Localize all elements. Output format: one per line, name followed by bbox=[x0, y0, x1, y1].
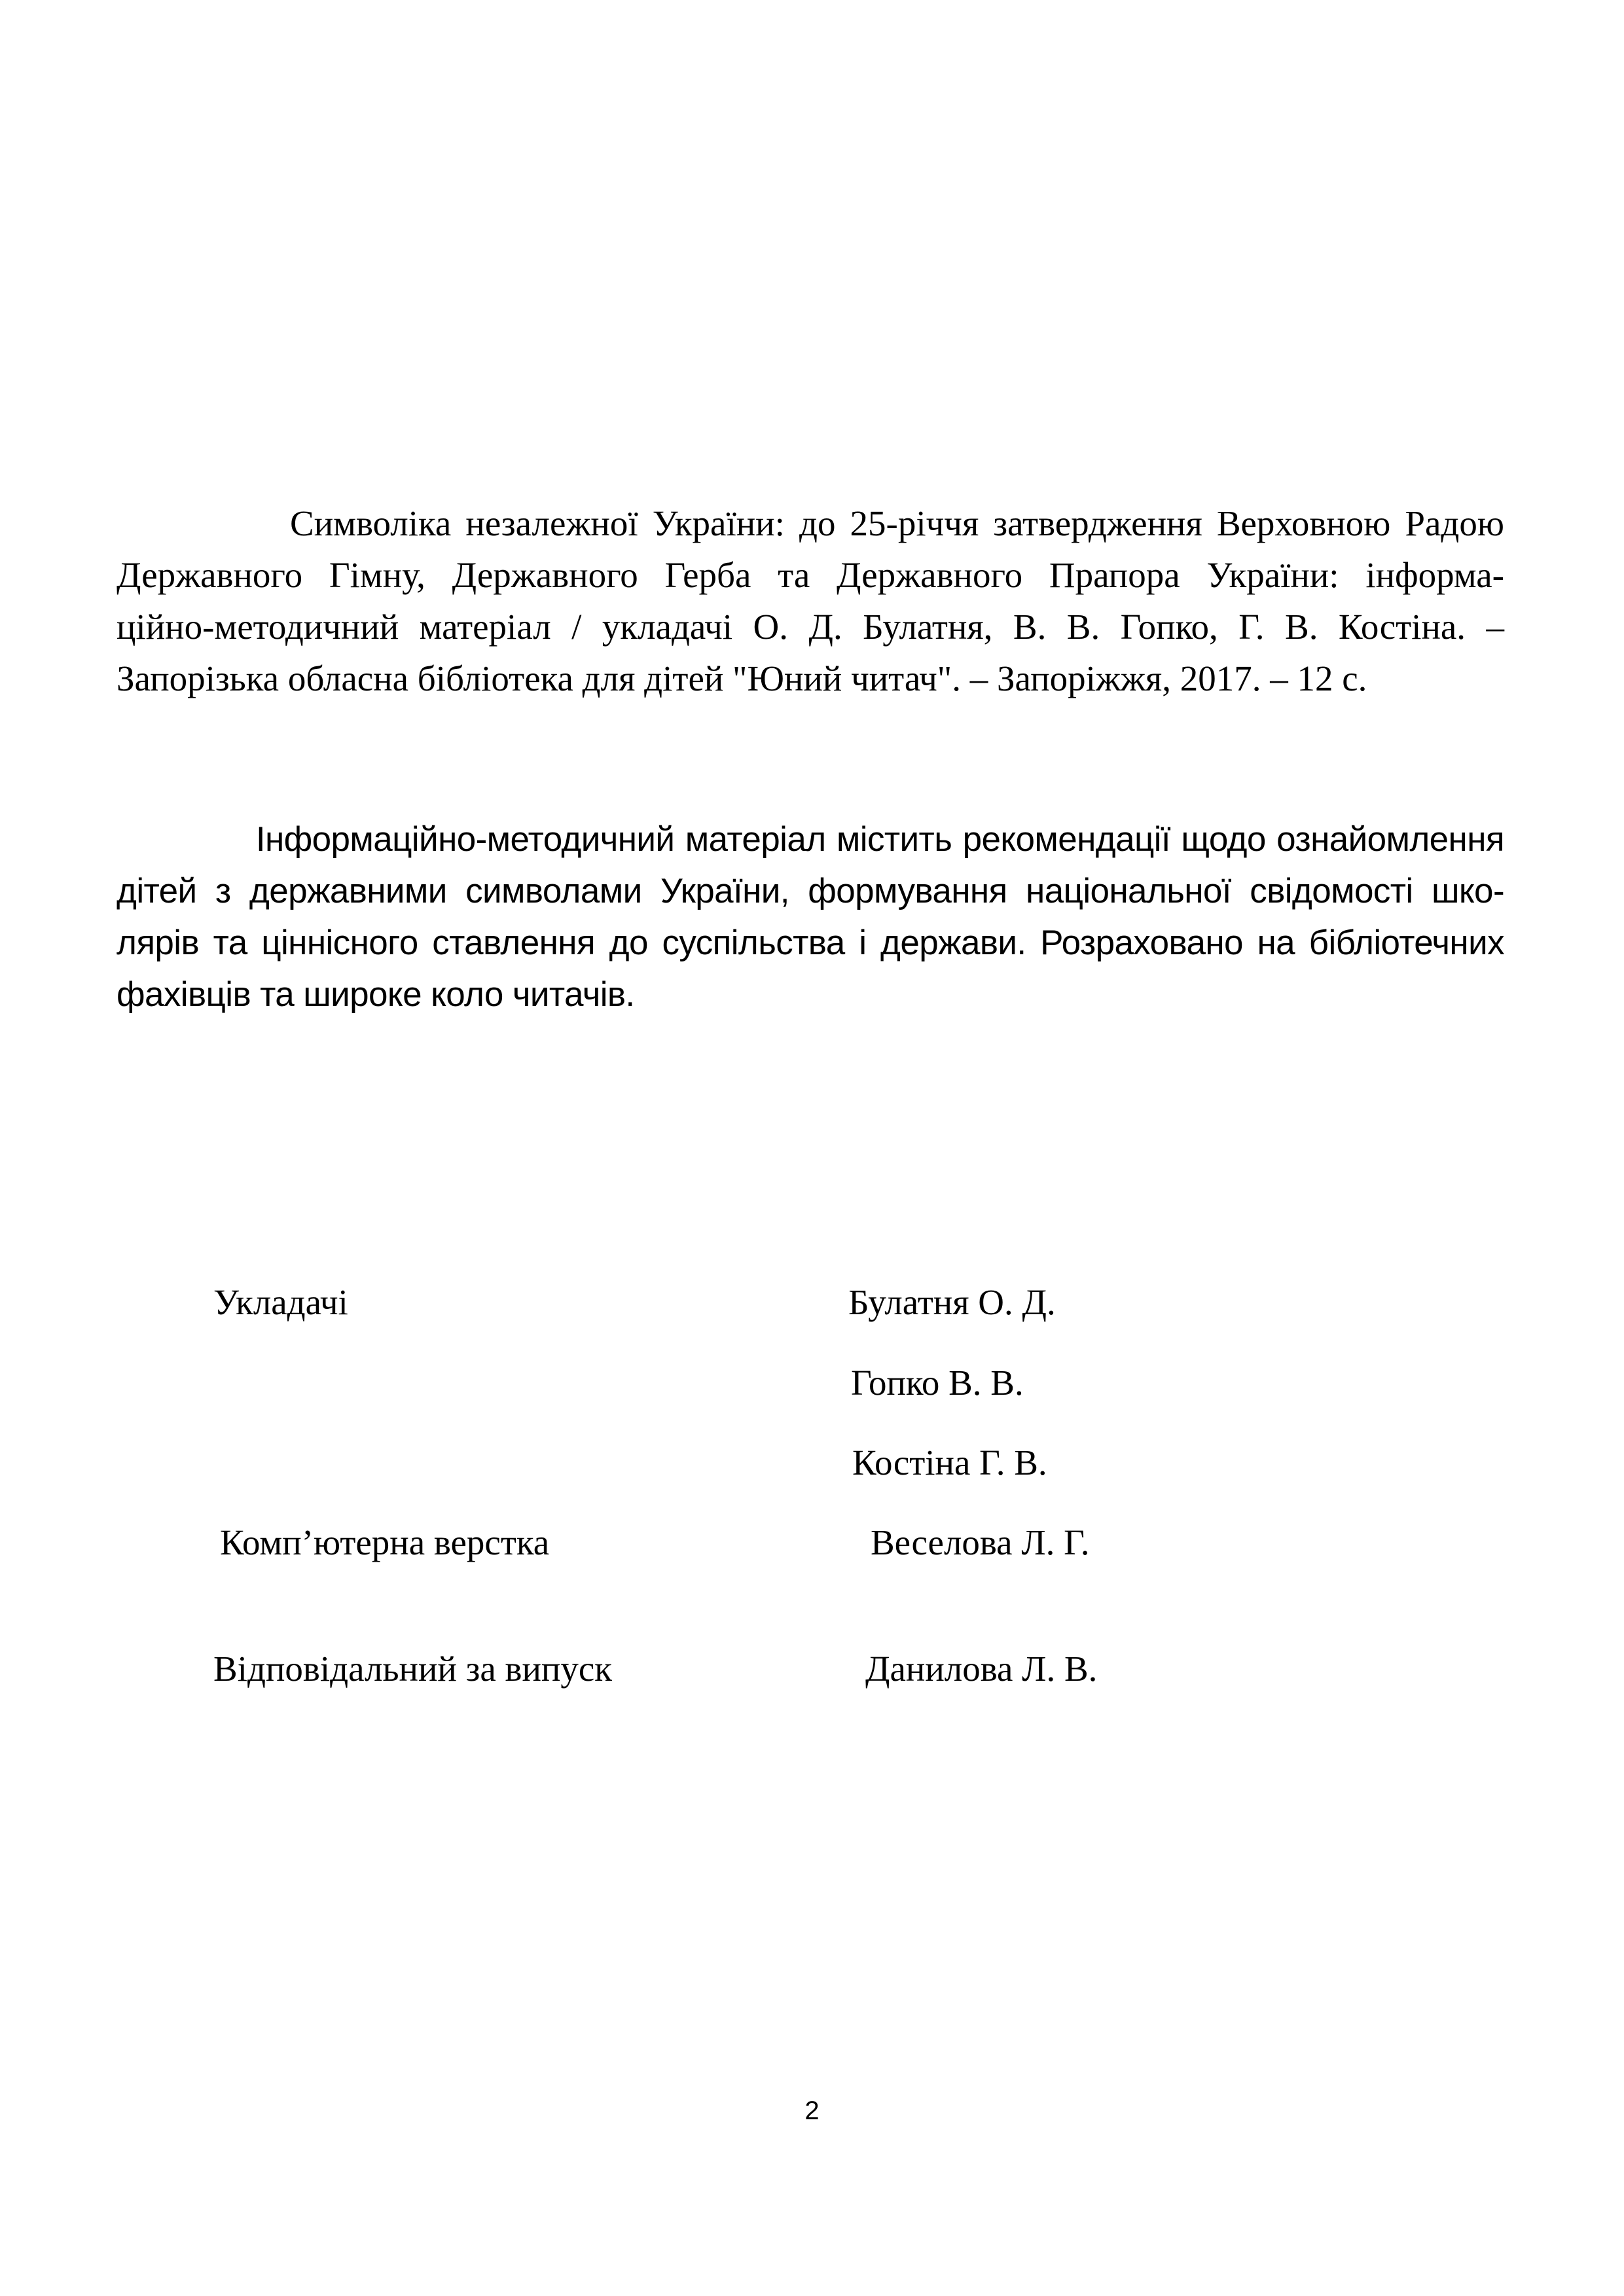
page-number: 2 bbox=[804, 2096, 820, 2125]
annotation-paragraph bbox=[117, 814, 1504, 1020]
bibliographic-citation bbox=[117, 497, 1504, 704]
responsible-name: Данилова Л. В. bbox=[865, 1649, 1098, 1689]
citation-line: ційно-методичний матеріал / укладачі О. Д. Булатня, В. В. Гопко, Г. В. Костіна. – bbox=[117, 607, 1504, 647]
compiler-name: Гопко В. В. bbox=[851, 1363, 1024, 1403]
annotation-line: лярів та ціннісного ставлення до суспільства і держави. Розраховано на бібліотечних bbox=[117, 924, 1504, 962]
compiler-name: Костіна Г. В. bbox=[852, 1443, 1047, 1482]
annotation-line: дітей з державними символами України, формування національної свідомості шко- bbox=[117, 872, 1504, 910]
compiler-name: Булатня О. Д. bbox=[848, 1282, 1056, 1322]
responsible-label: Відповідальний за випуск bbox=[213, 1649, 612, 1689]
layout-label: Комп’ютерна верстка bbox=[220, 1522, 550, 1562]
citation-line: Державного Гімну, Державного Герба та Державного Прапора України: інформа- bbox=[117, 555, 1504, 595]
citation-line: Символіка незалежної України: до 25-річчя затвердження Верховною Радою bbox=[117, 503, 1504, 543]
layout-name: Веселова Л. Г. bbox=[871, 1522, 1090, 1562]
annotation-line: Інформаційно-методичний матеріал містить рекомендації щодо ознайомлення bbox=[117, 820, 1504, 859]
compilers-label: Укладачі bbox=[213, 1282, 348, 1322]
citation-line: Запорізька обласна бібліотека для дітей "Юний читач". – Запоріжжя, 2017. – 12 с. bbox=[117, 658, 1367, 698]
annotation-line: фахівців та широке коло читачів. bbox=[117, 975, 635, 1014]
